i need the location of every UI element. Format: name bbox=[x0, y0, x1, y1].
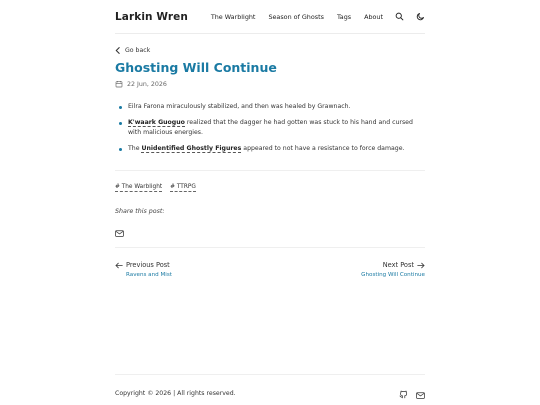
divider bbox=[115, 247, 425, 248]
post-date bbox=[115, 80, 425, 88]
creature-link[interactable]: Unidentified Ghostly Figures bbox=[141, 144, 242, 152]
site-logo[interactable]: Larkin Wren bbox=[115, 10, 188, 23]
arrow-left-icon bbox=[115, 262, 123, 269]
calendar-icon bbox=[115, 80, 123, 88]
post-tags bbox=[115, 184, 425, 192]
go-back-label: Go back bbox=[125, 47, 151, 54]
search-icon[interactable] bbox=[394, 12, 404, 22]
previous-post-title: Ravens and Mist bbox=[126, 272, 172, 278]
divider bbox=[115, 170, 425, 171]
post-date-text: 22 Jun, 2026 bbox=[127, 80, 167, 88]
tag-the-warblight[interactable]: # The Warblight bbox=[115, 184, 163, 190]
tag-ttrpg[interactable]: # TTRPG bbox=[170, 184, 196, 190]
share-buttons bbox=[115, 222, 425, 241]
post-body bbox=[115, 102, 425, 159]
social-links bbox=[399, 384, 425, 403]
github-icon[interactable] bbox=[399, 384, 408, 403]
nav-item-the-warblight[interactable]: The Warblight bbox=[210, 12, 256, 21]
site-footer bbox=[115, 384, 425, 403]
bullet-text-pre: The bbox=[128, 144, 142, 152]
previous-post-label: Previous Post bbox=[126, 261, 170, 269]
character-link[interactable]: K'waark Guoguo bbox=[128, 118, 185, 126]
moon-icon[interactable] bbox=[415, 12, 425, 22]
mail-icon[interactable] bbox=[416, 384, 425, 403]
next-post-title: Ghosting Will Continue bbox=[361, 272, 425, 278]
chevron-left-icon bbox=[115, 47, 121, 54]
list-item bbox=[115, 144, 425, 155]
bullet-text: realized that the dagger he had gotten was stuck to his hand and cursed with malicious energies. bbox=[128, 118, 413, 136]
site-header bbox=[115, 0, 425, 34]
post-navigation bbox=[115, 261, 425, 278]
nav-item-season-of-ghosts[interactable]: Season of Ghosts bbox=[268, 12, 324, 21]
mail-icon[interactable] bbox=[115, 222, 124, 241]
main-nav bbox=[198, 12, 425, 22]
share-label: Share this post: bbox=[115, 208, 165, 215]
next-post-label: Next Post bbox=[382, 261, 414, 269]
list-item bbox=[115, 102, 425, 113]
nav-item-about[interactable]: About bbox=[364, 12, 383, 21]
post-title: Ghosting Will Continue bbox=[115, 60, 277, 75]
list-item bbox=[115, 118, 425, 139]
bullet-text: Eilra Farona miraculously stabilized, and then was healed by Grawnach. bbox=[128, 103, 351, 110]
previous-post-link[interactable] bbox=[115, 261, 172, 278]
copyright-text: Copyright © 2026 | All rights reserved. bbox=[115, 390, 236, 397]
nav-item-tags[interactable]: Tags bbox=[336, 12, 352, 21]
go-back-link[interactable] bbox=[115, 47, 425, 54]
next-post-link[interactable] bbox=[361, 261, 425, 278]
arrow-right-icon bbox=[417, 262, 425, 269]
bullet-text: appeared to not have a resistance to force damage. bbox=[241, 144, 405, 152]
divider bbox=[115, 374, 425, 375]
